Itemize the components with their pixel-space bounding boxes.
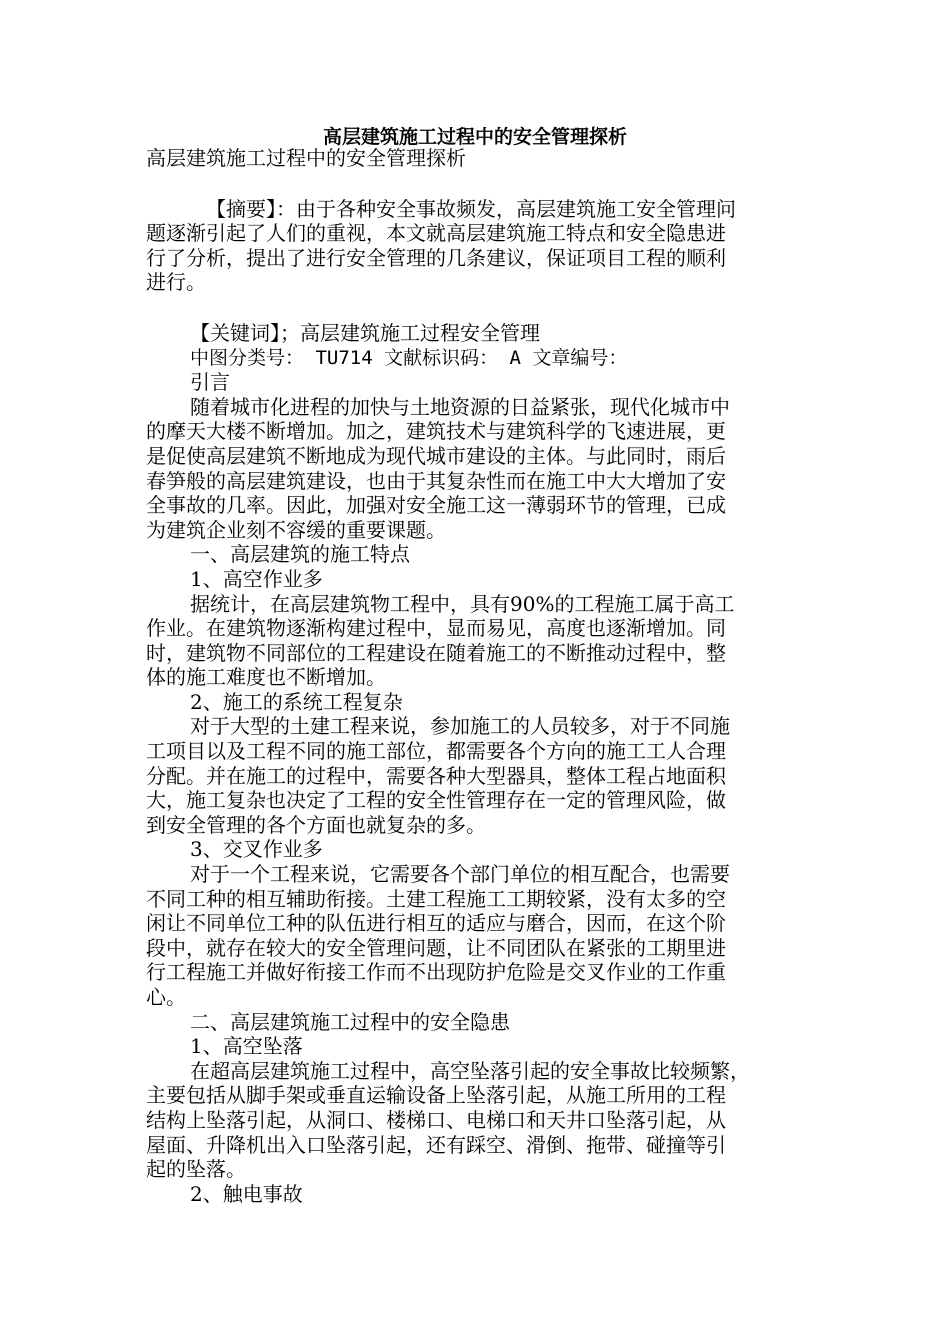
subsection-heading: 1、高空坠落 (190, 1034, 303, 1059)
document-subtitle: 高层建筑施工过程中的安全管理探析 (146, 146, 466, 170)
body-line: 屋面、升降机出入口坠落引起，还有踩空、滑倒、拖带、碰撞等引 (146, 1132, 726, 1157)
body-line: 体的施工难度也不断增加。 (146, 665, 386, 690)
body-line: 对于一个工程来说，它需要各个部门单位的相互配合，也需要 (190, 862, 730, 887)
section-heading: 一、高层建筑的施工特点 (190, 542, 410, 567)
body-line: 对于大型的土建工程来说，参加施工的人员较多，对于不同施 (190, 714, 730, 739)
body-line: 起的坠落。 (146, 1157, 246, 1182)
body-line: 主要包括从脚手架或垂直运输设备上坠落引起，从施工所用的工程 (146, 1083, 726, 1108)
abstract-line: 【摘要】：由于各种安全事故频发，高层建筑施工安全管理问 (206, 196, 736, 221)
abstract-line: 题逐渐引起了人们的重视，本文就高层建筑施工特点和安全隐患进 (146, 221, 726, 246)
intro-paragraph (146, 395, 806, 543)
subsection-heading: 2、触电事故 (190, 1181, 303, 1206)
body-line: 工项目以及工程不同的施工部位，都需要各个方向的施工工人合理 (146, 739, 726, 764)
abstract-line: 进行。 (146, 270, 206, 295)
body-line: 时，建筑物不同部位的工程建设在随着施工的不断推动过程中，整 (146, 640, 726, 665)
intro-line: 的摩天大楼不断增加。加之，建筑技术与建筑科学的飞速进展，更 (146, 419, 726, 444)
body-line: 作业。在建筑物逐渐构建过程中，显而易见，高度也逐渐增加。同 (146, 616, 726, 641)
abstract-line: 行了分析，提出了进行安全管理的几条建议，保证项目工程的顺利 (146, 245, 726, 270)
document-body (146, 146, 806, 1206)
abstract-paragraph (146, 197, 806, 295)
body-line: 段中，就存在较大的安全管理问题，让不同团队在紧张的工期里进 (146, 935, 726, 960)
section-heading: 二、高层建筑施工过程中的安全隐患 (190, 1009, 510, 1034)
classification-line: 中图分类号： TU714 文献标识码： A 文章编号： (190, 346, 628, 369)
body-line: 分配。并在施工的过程中，需要各种大型器具，整体工程占地面积 (146, 763, 726, 788)
body-line: 行工程施工并做好衔接工作而不出现防护危险是交叉作业的工作重 (146, 960, 726, 985)
body-line: 到安全管理的各个方面也就复杂的多。 (146, 812, 486, 837)
body-line: 在超高层建筑施工过程中，高空坠落引起的安全事故比较频繁， (190, 1058, 750, 1083)
body-line: 结构上坠落引起，从洞口、楼梯口、电梯口和天井口坠落引起，从 (146, 1107, 726, 1132)
body-line: 大，施工复杂也决定了工程的安全性管理存在一定的管理风险，做 (146, 788, 726, 813)
intro-line: 全事故的几率。因此，加强对安全施工这一薄弱环节的管理，已成 (146, 493, 726, 518)
intro-heading: 引言 (190, 370, 230, 395)
body-paragraph (146, 714, 806, 837)
body-line: 心。 (146, 985, 186, 1009)
document-title: 高层建筑施工过程中的安全管理探析 (322, 126, 627, 148)
body-line: 不同工种的相互辅助衔接。土建工程施工工期较紧，没有太多的空 (146, 886, 726, 911)
intro-line: 春笋般的高层建筑建设，也由于其复杂性而在施工中大大增加了安 (146, 468, 726, 493)
keywords-line: 【关键词】；高层建筑施工过程安全管理 (190, 320, 540, 345)
body-paragraph (146, 862, 806, 1010)
body-paragraph (146, 1059, 806, 1182)
subsection-heading: 1、高空作业多 (190, 566, 323, 591)
body-line: 闲让不同单位工种的队伍进行相互的适应与磨合，因而，在这个阶 (146, 911, 726, 936)
intro-line: 是促使高层建筑不断地成为现代城市建设的主体。与此同时，雨后 (146, 443, 726, 468)
body-line: 据统计，在高层建筑物工程中，具有90%的工程施工属于高工 (190, 591, 735, 616)
intro-line: 随着城市化进程的加快与土地资源的日益紧张，现代化城市中 (190, 394, 730, 419)
body-paragraph (146, 592, 806, 690)
intro-line: 为建筑企业刻不容缓的重要课题。 (146, 517, 446, 542)
subsection-heading: 2、施工的系统工程复杂 (190, 689, 403, 714)
subsection-heading: 3、交叉作业多 (190, 837, 323, 862)
